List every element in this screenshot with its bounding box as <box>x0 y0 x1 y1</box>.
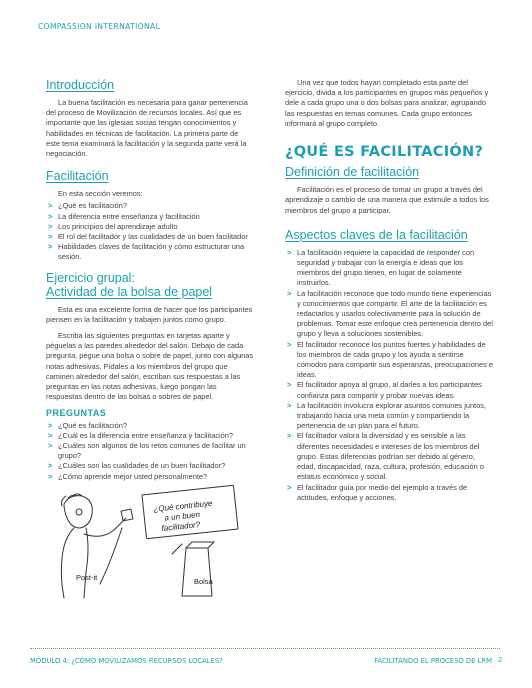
bag-arrow <box>172 544 182 554</box>
list-item: > La diferencia entre enseñanza y facilitación <box>46 212 254 222</box>
person-body <box>61 528 74 598</box>
aspectos-list <box>285 248 493 503</box>
footer-section-title: FACILITANDO EL PROCESO DE LRM <box>374 657 492 665</box>
list-item: > ¿Cuáles son algunos de los retos comunes de facilitar un grupo? <box>46 441 254 461</box>
intro-title: Introducción <box>46 78 115 92</box>
list-item: > El facilitador reconoce los puntos fuertes y habilidades de los miembros de cada grupo y los ayuda a sentirse cómodos para compartir sus esperanzas, preocupaciones e ideas. <box>285 340 493 381</box>
person-glasses <box>76 509 82 515</box>
facilitacion-list <box>46 201 254 262</box>
list-item: > ¿Cuál es la diferencia entre enseñanza y facilitación? <box>46 431 254 441</box>
card-text-3: facilitador? <box>161 519 201 533</box>
bolsa-label: Bolsa <box>194 576 213 586</box>
person-head <box>64 496 92 528</box>
list-item: > Los principios del aprendizaje adulto <box>46 222 254 232</box>
definicion-title: Definición de facilitación <box>285 165 420 180</box>
facilitacion-title: Facilitación <box>46 169 109 184</box>
list-item: > El facilitador guía por medio del ejemplo a través de actitudes, enfoque y acciones. <box>285 483 493 503</box>
facilitacion-intro: En esta sección veremos: <box>58 189 143 199</box>
right-column <box>285 78 493 510</box>
list-item: > La facilitación requiere la capacidad de responder con seguridad y trabajar con la energía e ideas que los miembros del grupo tienen, en lugar de solamente instruirlos. <box>285 248 493 289</box>
postit-note <box>121 509 133 521</box>
list-item: > La facilitación involucra explorar asuntos comunes juntos, trabajando hacia una meta común y compartiendo la pertenencia de un plan para el futuro. <box>285 401 493 432</box>
list-item: > La facilitación reconoce que todo mundo tiene experiencias y conocimientos que compartir. El arte de la facilitación es redactarlos y usarlos colectivamente para la solución de problemas. Tomar este enfoque crea pertenencia dentro del grupo y lleva a soluciones sostenibles. <box>285 289 493 340</box>
postit-arrow <box>100 528 122 584</box>
ejercicio-title-line2: Actividad de la bolsa de papel <box>46 284 213 299</box>
paper-bag <box>182 548 212 596</box>
right-intro-paragraph: Una vez que todos hayan completado esta parte del ejercicio, divida a los participantes en grupos más pequeños y dele a cada grupo una o dos bolsas para analizar, agrupando las respuestas en temas comunes. Cada grupo entonces informará al grupo completo. <box>285 78 489 128</box>
postit-label: Post-it <box>76 572 98 582</box>
illustration-svg <box>46 484 254 602</box>
preguntas-title: PREGUNTAS <box>46 408 107 419</box>
person-body-right <box>84 528 88 598</box>
page-number: 2 <box>498 657 502 664</box>
list-item: > Habilidades claves de facilitación y cómo estructurar una sesión. <box>46 242 254 262</box>
main-section-title: ¿QUÉ ES FACILITACIÓN? <box>285 144 484 161</box>
list-item: > ¿Qué es facilitación? <box>46 201 254 211</box>
list-item: > ¿Cuáles son las cualidades de un buen facilitador? <box>46 461 254 471</box>
ejercicio-paragraph-2: Escriba las siguientes preguntas en tarjetas aparte y péguelas a las paredes alrededor del salón. Debajo de cada pregunta, pegue una bolsa o sobre de papel, junto con algunas notas adhesivas. Pídales a los miembros del grupo que caminen alrededor del salón, escriban sus respuestas a las preguntas en las notas adhesivas, luego pongan las respuestas dentro de las bolsas o sobres de papel. <box>46 331 254 402</box>
bag-activity-illustration <box>46 484 254 602</box>
left-column <box>46 78 254 602</box>
list-item: > ¿Qué es facilitación? <box>46 421 254 431</box>
list-item: > ¿Cómo aprende mejor usted personalmente? <box>46 472 254 482</box>
list-item: > El facilitador apoya al grupo, al darles a los participantes confianza para compartir y probar nuevas ideas. <box>285 380 493 400</box>
aspectos-title: Aspectos claves de la facilitación <box>285 227 468 242</box>
brand-header: COMPASSION INTERNATIONAL <box>38 22 161 31</box>
card-text-1: ¿Qué contribuye <box>153 498 213 514</box>
card-text-2: a un buen <box>164 509 201 523</box>
paper-bag-top <box>186 542 214 548</box>
footer-module-title: MÓDULO 4: ¿CÓMO MOVILIZAMOS RECURSOS LOCALES? <box>30 657 223 665</box>
definicion-paragraph: Facilitación es el proceso de tomar un grupo a través del aprendizaje o cambio de una manera que estimule a todos los miembros del grupo a participar. <box>285 185 489 215</box>
intro-paragraph: La buena facilitación es necesaria para ganar pertenencia del proceso de Movilización de recursos locales. Así que es importante que las iglesias socias tengan conocimientos y habilidades en técnicas de facilitación. La primera parte de este tema examinará la facilitación y la segunda parte verá la negociación. <box>46 98 248 159</box>
ejercicio-title-line1: Ejercicio grupal: <box>46 270 135 285</box>
list-item: > El rol del facilitador y las cualidades de un buen facilitador <box>46 232 254 242</box>
ejercicio-paragraph-1: Esta es una excelente forma de hacer que los participantes piensen en la facilitación y trabajen juntos como grupo. <box>46 304 253 324</box>
list-item: > El facilitador valora la diversidad y es sensible a las diferentes necesidades e intereses de los miembros del grupo. Estas diferencias podrían ser debido al género, edad, discapacidad, raza, cultura, profesión, educación o estatus económico y social. <box>285 431 493 482</box>
footer-divider <box>30 648 500 649</box>
ejercicio-title <box>46 271 254 299</box>
preguntas-list <box>46 421 254 482</box>
